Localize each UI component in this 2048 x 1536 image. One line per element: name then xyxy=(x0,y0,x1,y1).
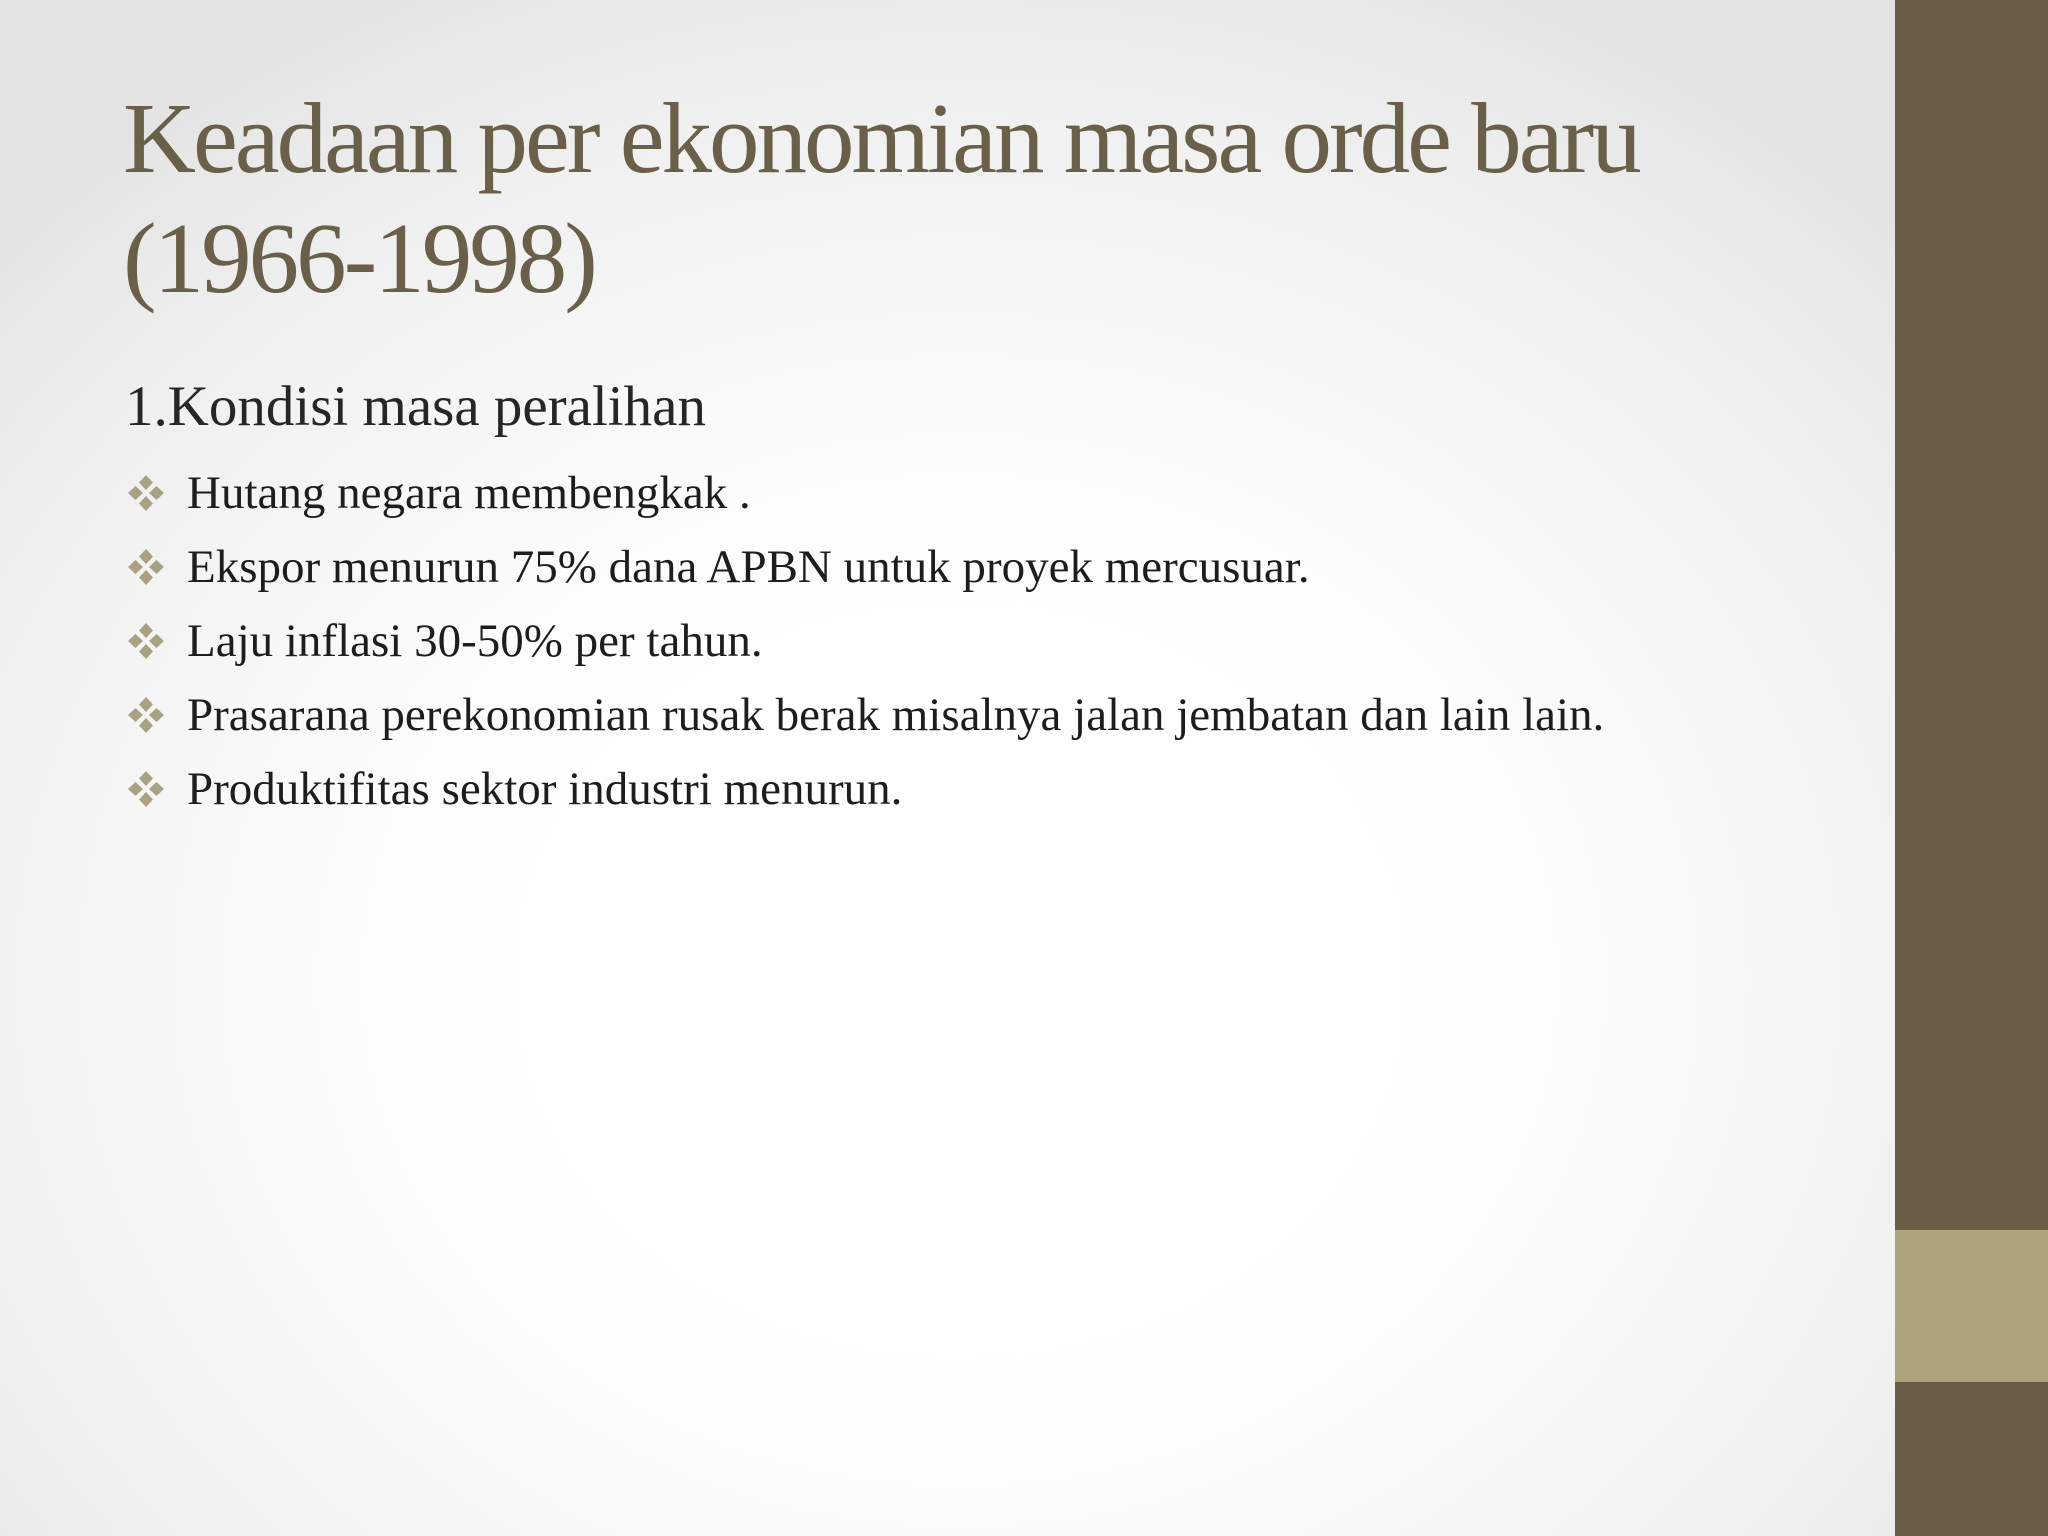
title-line-2: (1966-1998) xyxy=(123,202,595,314)
list-item xyxy=(125,604,1604,678)
bullet-text: Laju inflasi 30-50% per tahun. xyxy=(187,615,763,667)
list-item xyxy=(125,530,1604,604)
four-diamond-bullet-icon xyxy=(125,620,167,662)
bullet-text: Produktifitas sektor industri menurun. xyxy=(187,763,903,815)
four-diamond-bullet-icon xyxy=(125,694,167,736)
list-item xyxy=(125,678,1604,752)
bullet-text: Prasarana perekonomian rusak berak misalnya jalan jembatan dan lain lain. xyxy=(187,689,1605,741)
slide-title xyxy=(123,78,1843,318)
bullet-list xyxy=(125,456,1604,826)
four-diamond-bullet-icon xyxy=(125,768,167,810)
section-heading: 1.Kondisi masa peralihan xyxy=(125,375,706,438)
list-item xyxy=(125,456,1604,530)
bullet-text: Ekspor menurun 75% dana APBN untuk proyek mercusuar. xyxy=(187,541,1310,593)
four-diamond-bullet-icon xyxy=(125,546,167,588)
bullet-text: Hutang negara membengkak . xyxy=(187,467,751,519)
side-band-accent xyxy=(1895,1230,2048,1382)
four-diamond-bullet-icon xyxy=(125,472,167,514)
list-item xyxy=(125,752,1604,826)
title-line-1: Keadaan per ekonomian masa orde baru xyxy=(123,82,1639,194)
